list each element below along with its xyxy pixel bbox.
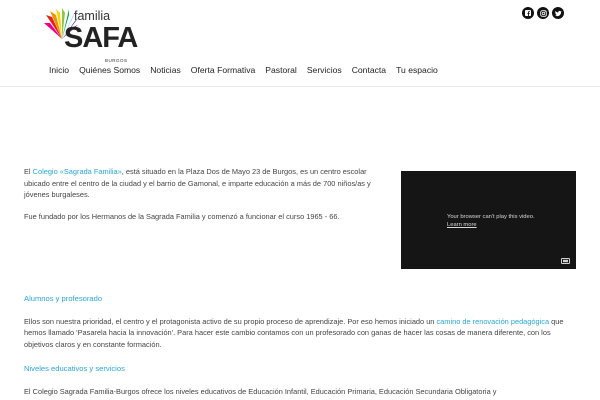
main-nav <box>44 64 443 76</box>
alumnos-heading: Alumnos y profesorado <box>24 294 103 303</box>
nav-item-quienes-somos[interactable]: Quiénes Somos <box>79 65 141 75</box>
renovacion-pedagogica-link[interactable]: camino de renovación pedagógica <box>436 316 550 326</box>
nav-item-noticias[interactable]: Noticias <box>150 65 181 75</box>
social-links <box>522 7 564 19</box>
video-player[interactable] <box>401 171 576 269</box>
twitter-icon <box>555 10 562 17</box>
nav-item-pastoral[interactable]: Pastoral <box>265 65 297 75</box>
alumnos-text: Ellos son nuestra prioridad, el centro y el protagonista activo de su propio proceso de aprendizaje. Por eso hemos iniciado un <box>24 316 437 326</box>
intro-prefix: El <box>24 167 33 176</box>
instagram-link[interactable] <box>537 7 549 19</box>
intro-paragraph <box>24 166 379 201</box>
brand-city-text: BURGOS <box>105 58 128 63</box>
facebook-icon <box>525 10 531 16</box>
brand-familia-text: familia <box>74 9 111 23</box>
nav-item-tu-espacio[interactable]: Tu espacio <box>396 65 438 75</box>
fullscreen-icon[interactable] <box>561 258 570 264</box>
nav-item-servicios[interactable]: Servicios <box>306 65 342 75</box>
instagram-icon <box>540 10 547 17</box>
brand-logo[interactable] <box>42 7 138 67</box>
intro-section <box>24 166 379 222</box>
niveles-heading: Niveles educativos y servicios <box>24 364 125 373</box>
niveles-section <box>24 363 579 397</box>
brand-safa-text: SAFA <box>64 22 138 54</box>
founding-paragraph: Fue fundado por los Hermanos de la Sagrada Familia y comenzó a funcionar el curso 1965 - 66. <box>24 211 340 221</box>
niveles-paragraph: El Colegio Sagrada Familia-Burgos ofrece los niveles educativos de Educación Infantil, Educación Primaria, Educación Secundaria Obligatoria y <box>24 386 497 396</box>
learn-more-link[interactable]: Learn more <box>447 222 477 228</box>
twitter-link[interactable] <box>552 7 564 19</box>
nav-item-contacta[interactable]: Contacta <box>351 65 387 75</box>
video-error-message <box>447 213 535 229</box>
intro-text: , está situado en la Plaza Dos de Mayo 23 de Burgos, es un centro escolar ubicado entre el centro de la ciudad y el barrio de Gamonal, e imparte educación a más de 700 niños/as y jóvenes burgaleses. <box>24 167 371 200</box>
nav-item-inicio[interactable]: Inicio <box>49 65 70 75</box>
alumnos-text-rest: que hemos llamado 'Pasarela hacia la innovación'. Para hacer este cambio contamos con un profesorado con ganas de hacer las cosas de manera diferente, con los objetivos claros y en constante formación. <box>24 316 564 349</box>
facebook-link[interactable] <box>522 7 534 19</box>
site-header <box>0 0 600 87</box>
alumnos-paragraph <box>24 316 579 351</box>
video-error-text: Your browser can't play this video. <box>447 214 535 220</box>
nav-item-oferta-formativa[interactable]: Oferta Formativa <box>190 65 256 75</box>
alumnos-section <box>24 293 579 350</box>
colegio-link[interactable]: Colegio «Sagrada Familia» <box>32 167 122 176</box>
